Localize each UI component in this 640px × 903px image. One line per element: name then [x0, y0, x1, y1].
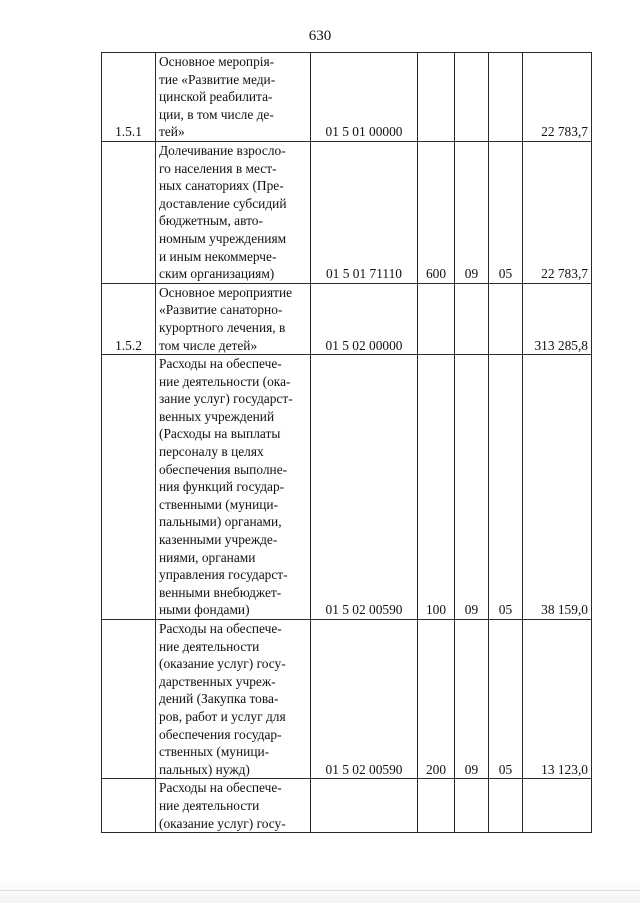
- subsection-code: [489, 53, 523, 142]
- table-row: [102, 141, 592, 283]
- amount: 22 783,7: [523, 141, 592, 283]
- expense-type: [418, 283, 455, 354]
- page-number: 630: [308, 28, 332, 44]
- item-name-text: Основное мероприятие «Развитие санаторно- курортного лечения, в том числе детей»: [159, 284, 293, 353]
- table-row: [102, 355, 592, 620]
- target-code: 01 5 01 71110: [311, 141, 418, 283]
- item-name: [156, 53, 311, 142]
- scan-bottom-edge: [0, 880, 640, 903]
- item-name: [156, 620, 311, 779]
- section-code: [455, 779, 489, 833]
- item-number: 1.5.2: [102, 283, 156, 354]
- item-name-text: Долечивание взросло- го населения в мест- ных санаториях (Пре- доставление субсидий бюджетным, авто- номным учреждениям и иным некоммерче- ским организациям): [159, 142, 287, 282]
- expense-type: 600: [418, 141, 455, 283]
- expense-type: 100: [418, 355, 455, 620]
- amount: 313 285,8: [523, 283, 592, 354]
- target-code: 01 5 02 00590: [311, 620, 418, 779]
- subsection-code: [489, 283, 523, 354]
- item-name: [156, 283, 311, 354]
- item-name: [156, 141, 311, 283]
- target-code: 01 5 01 00000: [311, 53, 418, 142]
- subsection-code: 05: [489, 141, 523, 283]
- subsection-code: 05: [489, 355, 523, 620]
- budget-table: [101, 52, 592, 833]
- section-code: 09: [455, 620, 489, 779]
- item-name: [156, 779, 311, 833]
- section-code: 09: [455, 141, 489, 283]
- target-code: 01 5 02 00590: [311, 355, 418, 620]
- subsection-code: 05: [489, 620, 523, 779]
- section-code: [455, 283, 489, 354]
- item-number: [102, 779, 156, 833]
- section-code: [455, 53, 489, 142]
- expense-type: [418, 779, 455, 833]
- item-number: [102, 355, 156, 620]
- item-name-text: Расходы на обеспече- ние деятельности (ока- зание услуг) государст- венных учреждений (Расходы на выплаты персоналу в целях обеспечения выполне- ния функций государ- ственными (муници- пальными) органами, казенными учрежде- ниями, органами управления государст- венными внебюджет- ными фондами): [159, 356, 293, 618]
- subsection-code: [489, 779, 523, 833]
- item-name-text: Основное меропрія- тие «Развитие меди- цинской реабилита- ции, в том числе де- тей»: [159, 54, 276, 140]
- item-number: [102, 620, 156, 779]
- scan-artifact-line: [0, 890, 640, 891]
- expense-type: 200: [418, 620, 455, 779]
- item-number: 1.5.1: [102, 53, 156, 142]
- item-name: [156, 355, 311, 620]
- amount: 38 159,0: [523, 355, 592, 620]
- expense-type: [418, 53, 455, 142]
- target-code: [311, 779, 418, 833]
- table-row: [102, 53, 592, 142]
- item-name-text: Расходы на обеспече- ние деятельности (оказание услуг) госу-: [159, 780, 286, 831]
- amount: 13 123,0: [523, 620, 592, 779]
- item-number: [102, 141, 156, 283]
- section-code: 09: [455, 355, 489, 620]
- table-row: [102, 620, 592, 779]
- table-row: [102, 779, 592, 833]
- item-name-text: Расходы на обеспече- ние деятельности (оказание услуг) госу- дарственных учреж- дений (Закупка това- ров, работ и услуг для обеспечения государ- ственных (муници- пальных) нужд): [159, 621, 286, 777]
- target-code: 01 5 02 00000: [311, 283, 418, 354]
- amount: [523, 779, 592, 833]
- table-row: [102, 283, 592, 354]
- amount: 22 783,7: [523, 53, 592, 142]
